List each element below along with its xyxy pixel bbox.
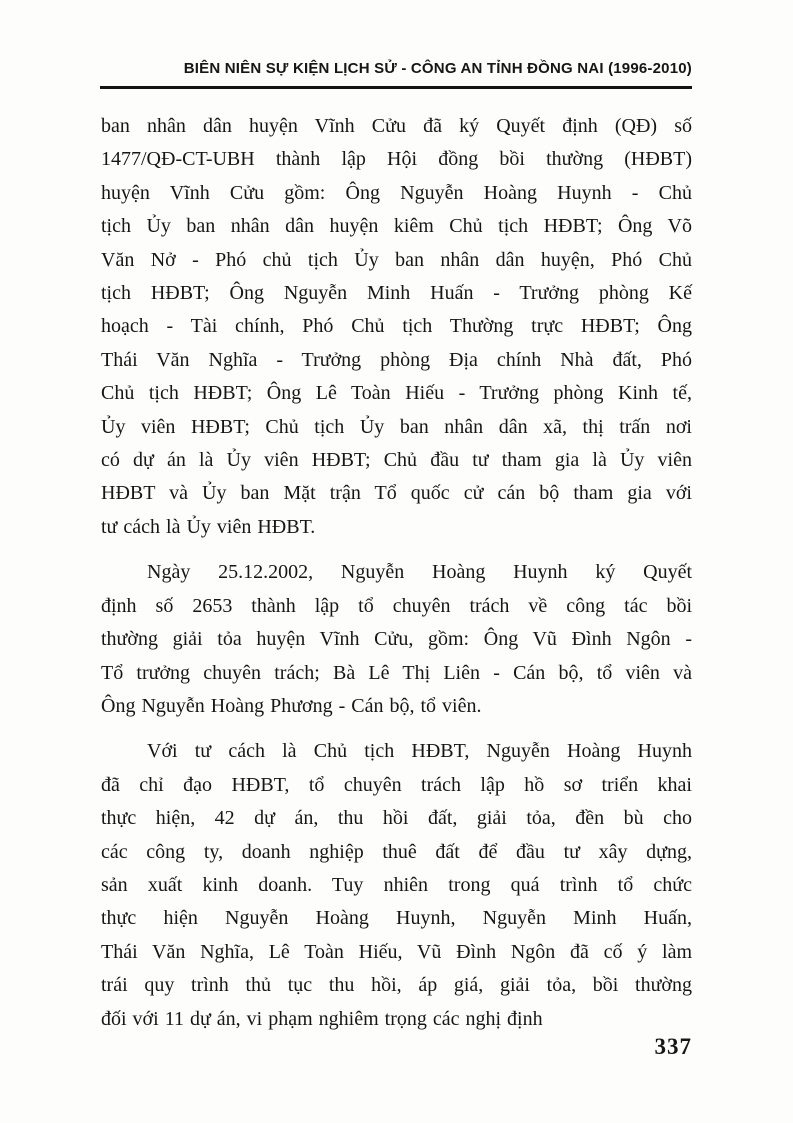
body-text — [101, 110, 692, 1036]
text-line: có dự án là Ủy viên HĐBT; Chủ đầu tư tham gia là Ủy viên — [101, 449, 692, 472]
text-line: thực hiện Nguyễn Hoàng Huynh, Nguyễn Minh Huấn, — [101, 907, 692, 930]
text-line: 1477/QĐ-CT-UBH thành lập Hội đồng bồi thường (HĐBT) — [101, 148, 692, 171]
text-line: trái quy trình thủ tục thu hồi, áp giá, giải tỏa, bồi thường — [101, 974, 692, 997]
text-line: Văn Nở - Phó chủ tịch Ủy ban nhân dân huyện, Phó Chủ — [101, 248, 692, 271]
text-line: Chủ tịch HĐBT; Ông Lê Toàn Hiếu - Trưởng phòng Kinh tế, — [101, 382, 692, 405]
text-line: ban nhân dân huyện Vĩnh Cửu đã ký Quyết định (QĐ) số — [101, 115, 692, 137]
paragraph — [101, 110, 692, 544]
paragraph — [101, 556, 692, 723]
text-line: hoạch - Tài chính, Phó Chủ tịch Thường trực HĐBT; Ông — [101, 315, 692, 338]
text-line: tư cách là Ủy viên HĐBT. — [101, 515, 316, 538]
page-number: 337 — [654, 1034, 692, 1059]
text-line: đã chỉ đạo HĐBT, tổ chuyên trách lập hồ sơ triển khai — [101, 773, 692, 796]
text-line: thường giải tỏa huyện Vĩnh Cửu, gồm: Ông Vũ Đình Ngôn - — [101, 628, 692, 651]
paragraph — [101, 735, 692, 1036]
text-line: Tổ trưởng chuyên trách; Bà Lê Thị Liên - Cán bộ, tổ viên và — [101, 661, 692, 684]
text-line: thực hiện, 42 dự án, thu hồi đất, giải tỏa, đền bù cho — [101, 807, 692, 830]
text-line: Ủy viên HĐBT; Chủ tịch Ủy ban nhân dân xã, thị trấn nơi — [101, 415, 692, 438]
text-line: sản xuất kinh doanh. Tuy nhiên trong quá trình tổ chức — [101, 873, 692, 896]
text-line: Với tư cách là Chủ tịch HĐBT, Nguyễn Hoàng Huynh — [147, 740, 692, 763]
running-header: BIÊN NIÊN SỰ KIỆN LỊCH SỬ - CÔNG AN TỈNH ĐỒNG NAI (1996-2010) — [183, 60, 692, 77]
text-line: Thái Văn Nghĩa, Lê Toàn Hiếu, Vũ Đình Ngôn đã cố ý làm — [101, 940, 692, 963]
text-line: đối với 11 dự án, vi phạm nghiêm trọng các nghị định — [101, 1007, 543, 1030]
text-line: tịch HĐBT; Ông Nguyễn Minh Huấn - Trưởng phòng Kế — [101, 282, 692, 305]
text-line: Ngày 25.12.2002, Nguyễn Hoàng Huynh ký Quyết — [147, 561, 692, 584]
text-line: huyện Vĩnh Cửu gồm: Ông Nguyễn Hoàng Huynh - Chủ — [101, 181, 692, 204]
text-line: các công ty, doanh nghiệp thuê đất để đầu tư xây dựng, — [101, 840, 692, 863]
text-line: HĐBT và Ủy ban Mặt trận Tổ quốc cử cán bộ tham gia với — [101, 482, 692, 505]
header-rule — [100, 86, 692, 89]
text-line: Thái Văn Nghĩa - Trưởng phòng Địa chính Nhà đất, Phó — [101, 348, 692, 371]
text-line: Ông Nguyễn Hoàng Phương - Cán bộ, tổ viên. — [101, 694, 482, 717]
text-line: tịch Ủy ban nhân dân huyện kiêm Chủ tịch HĐBT; Ông Võ — [101, 215, 692, 238]
text-line: định số 2653 thành lập tổ chuyên trách về công tác bồi — [101, 594, 692, 617]
